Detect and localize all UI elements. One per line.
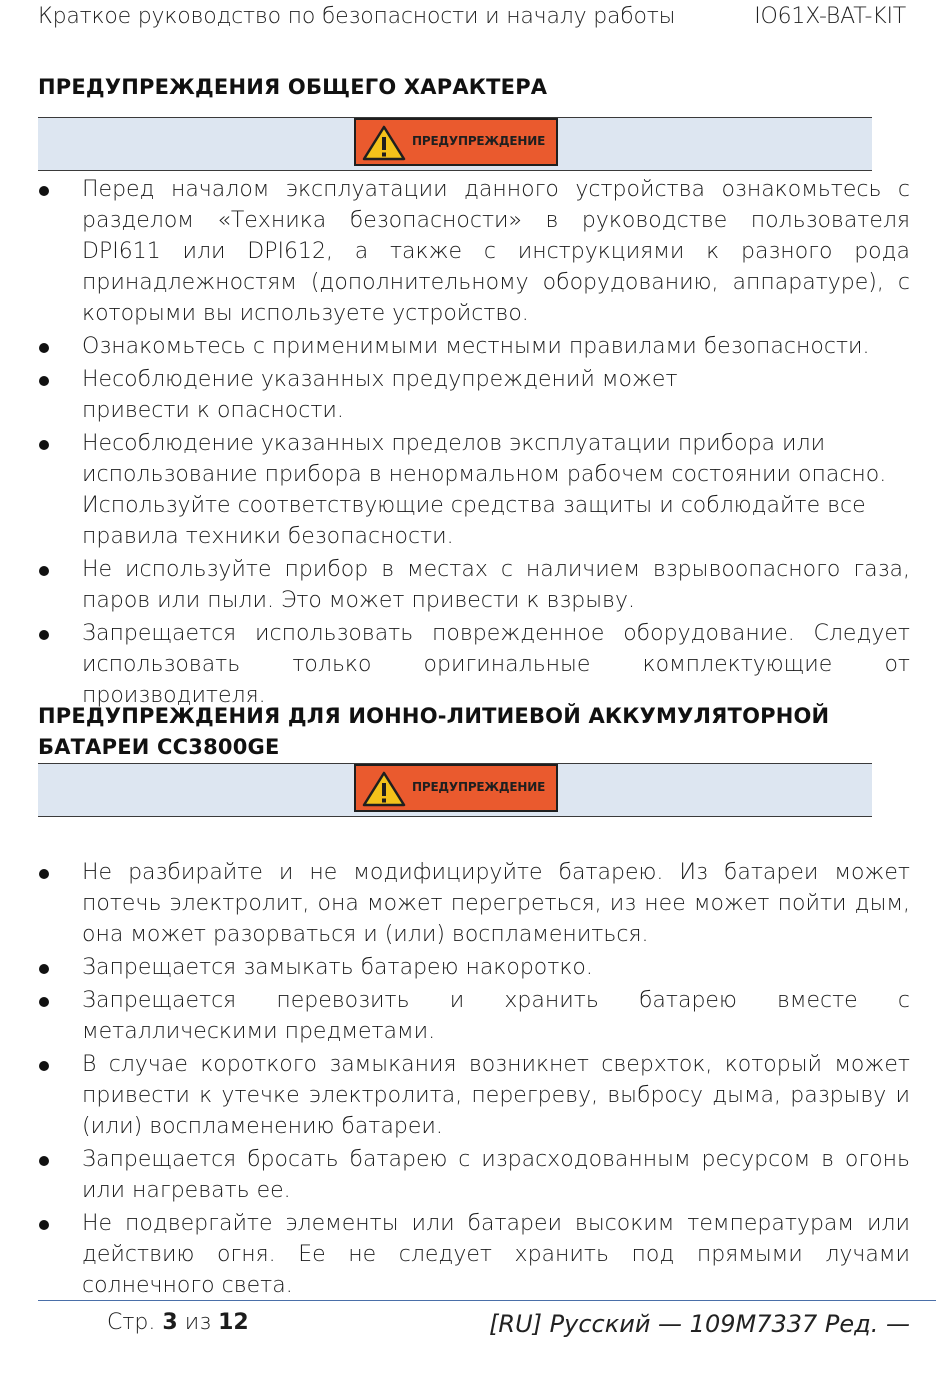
bullet-icon — [39, 869, 49, 879]
bullet-icon — [39, 376, 49, 386]
bullet-icon — [39, 566, 49, 576]
bullet-icon — [39, 964, 49, 974]
list-item: Несоблюдение указанных предупреждений может привести к опасности. — [38, 364, 910, 426]
list-item: Не подвергайте элементы или батареи высоким температурам или действию огня. Ее не следует хранить под прямыми лучами солнечного света. — [38, 1208, 910, 1301]
bullet-icon — [39, 343, 49, 353]
list-item: Запрещается перевозить и хранить батарею вместе с металлическими предметами. — [38, 985, 910, 1047]
bullet-icon — [39, 997, 49, 1007]
warning-band-general — [38, 117, 872, 171]
section-title-battery — [38, 701, 829, 763]
bullet-icon — [39, 630, 49, 640]
list-item: Запрещается использовать поврежденное оборудование. Следует использовать только оригинальные комплектующие от производителя. — [38, 618, 910, 711]
current-page: 3 — [162, 1310, 178, 1335]
list-item: Несоблюдение указанных пределов эксплуатации прибора или использование прибора в ненормальном рабочем состоянии опасно. Используйте соответствующие средства защиты и соблюдайте все правила техники безопасности. — [38, 428, 910, 552]
list-item: Перед началом эксплуатации данного устройства ознакомьтесь с разделом «Техника безопасности» в руководстве пользователя DPI611 или DPI612, а также с инструкциями к разного рода принадлежностям (дополнительному оборудованию, аппаратуре), с которыми вы используете устройство. — [38, 174, 910, 329]
warning-triangle-icon — [362, 125, 406, 161]
general-warnings-list — [38, 174, 910, 713]
footer-divider — [38, 1300, 936, 1301]
list-item: В случае короткого замыкания возникнет сверхток, который может привести к утечке электролита, перегреву, выбросу дыма, разрыву и (или) воспламенению батареи. — [38, 1049, 910, 1142]
bullet-icon — [39, 1156, 49, 1166]
list-item: Запрещается бросать батарею с израсходованным ресурсом в огонь или нагревать ее. — [38, 1144, 910, 1206]
list-item: Запрещается замыкать батарею накоротко. — [38, 952, 910, 983]
page-header — [38, 4, 906, 38]
document-code: IO61X-BAT-KIT — [754, 4, 906, 29]
warning-band-battery — [38, 763, 872, 817]
warning-triangle-icon — [362, 771, 406, 807]
document-reference: [RU] Русский — 109M7337 Ред. — — [489, 1310, 910, 1338]
bullet-icon — [39, 440, 49, 450]
bullet-icon — [39, 1220, 49, 1230]
section-title-battery-line1: ПРЕДУПРЕЖДЕНИЯ ДЛЯ ИОННО-ЛИТИЕВОЙ АККУМУЛЯТОРНОЙ — [38, 704, 830, 728]
section-title-general: ПРЕДУПРЕЖДЕНИЯ ОБЩЕГО ХАРАКТЕРА — [38, 75, 548, 99]
list-item: Не используйте прибор в местах с наличием взрывоопасного газа, паров или пыли. Это может привести к взрыву. — [38, 554, 910, 616]
warning-badge-label: ПРЕДУПРЕЖДЕНИЕ — [412, 780, 546, 794]
warning-badge — [354, 764, 558, 812]
total-pages: 12 — [218, 1310, 249, 1335]
section-title-battery-line2: БАТАРЕИ CC3800GE — [38, 735, 280, 759]
list-item: Ознакомьтесь с применимыми местными правилами безопасности. — [38, 331, 910, 362]
document-title: Краткое руководство по безопасности и началу работы — [38, 4, 676, 29]
bullet-icon — [39, 186, 49, 196]
warning-badge — [354, 118, 558, 166]
list-item: Не разбирайте и не модифицируйте батарею. Из батареи может потечь электролит, она может перегреться, из нее может пойти дым, она может разорваться и (или) воспламениться. — [38, 857, 910, 950]
battery-warnings-list — [38, 857, 910, 1303]
bullet-icon — [39, 1061, 49, 1071]
warning-badge-label: ПРЕДУПРЕЖДЕНИЕ — [412, 134, 546, 148]
page-number: Стр. 3 из 12 — [107, 1310, 249, 1335]
